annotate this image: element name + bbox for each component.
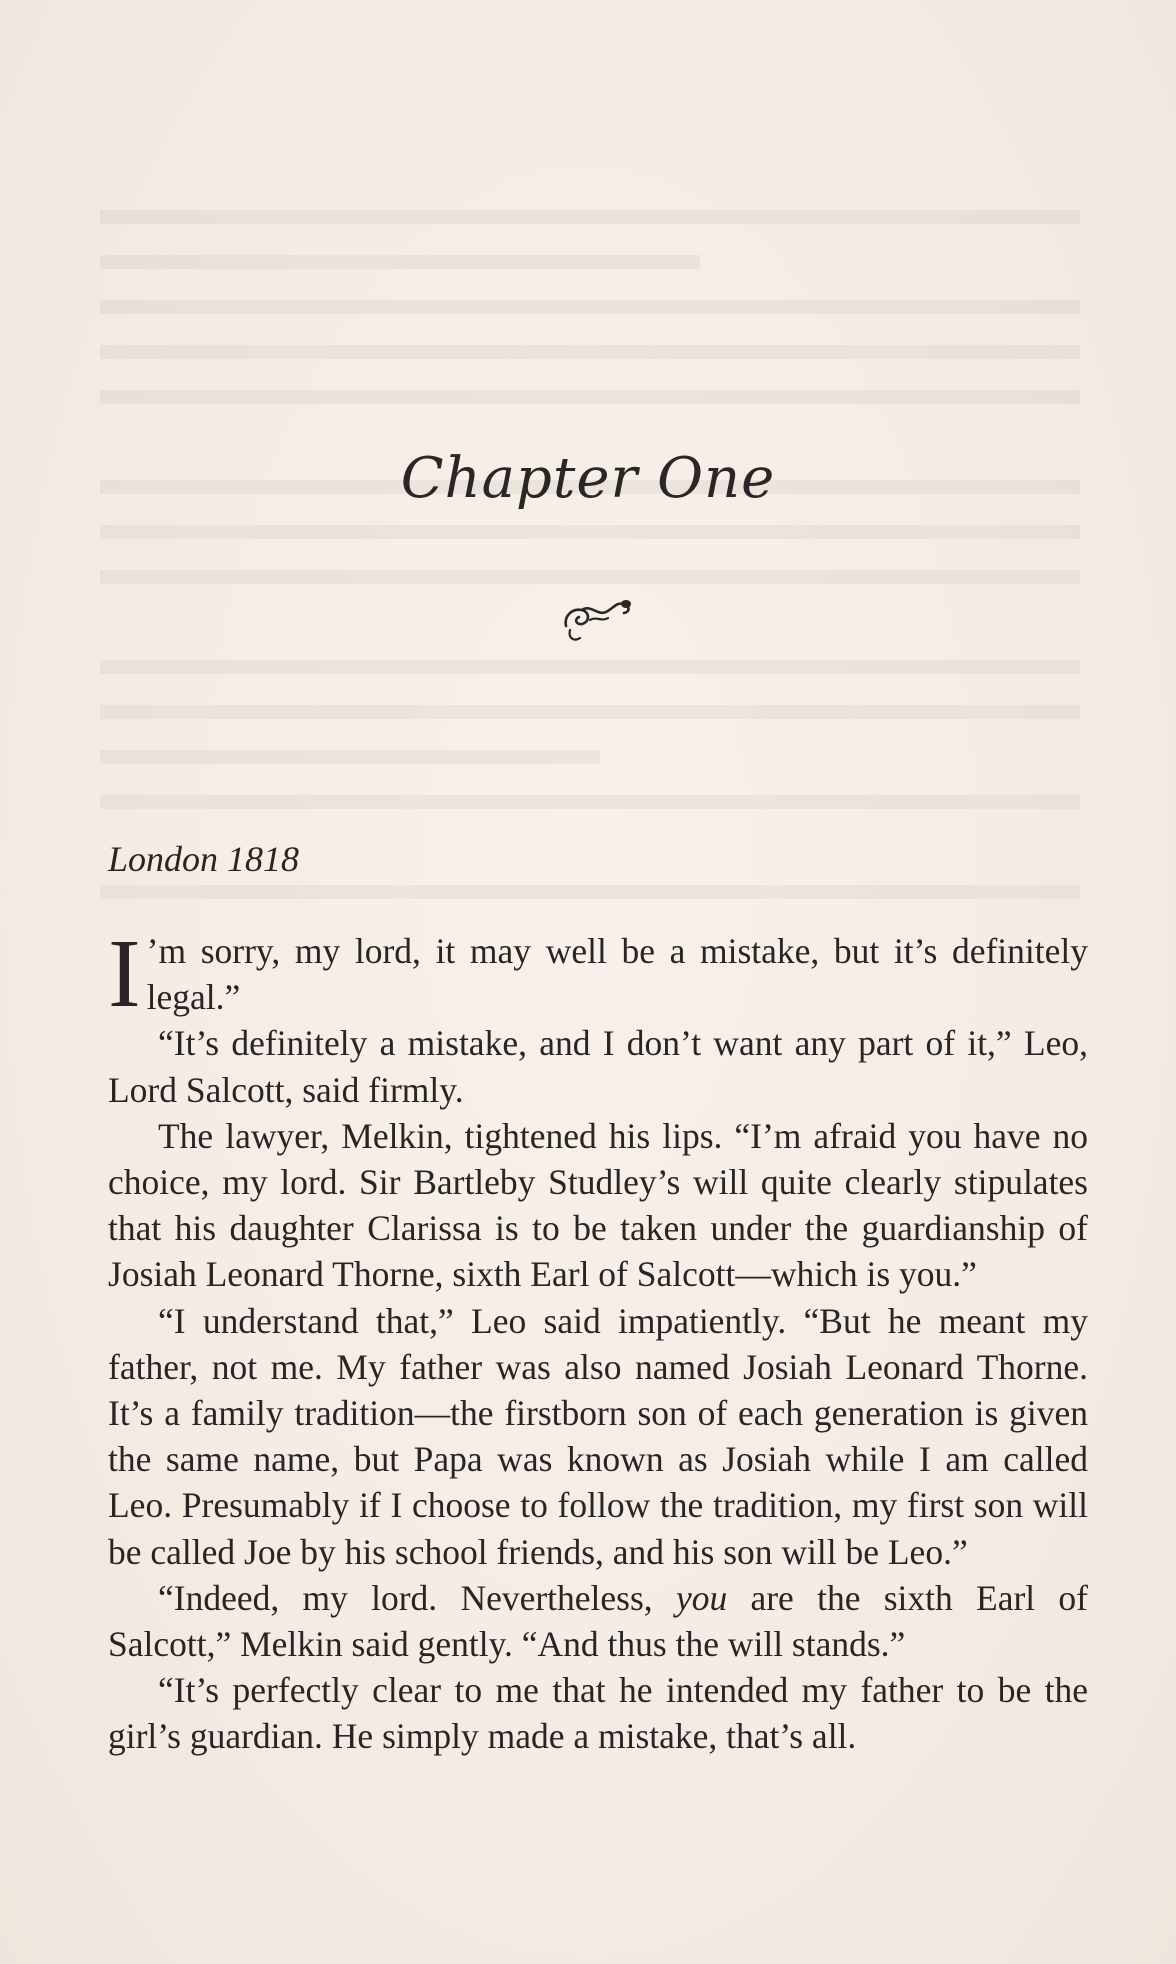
- paragraph-text: “Indeed, my lord. Nevertheless,: [158, 1577, 676, 1618]
- paragraph: “I understand that,” Leo said impatiently. “But he meant my father, not me. My father was also named Josiah Leonard Thorne. It’s a family tradition—the firstborn son of each generation is given the same name, but Papa was known as Josiah while I am called Leo. Presumably if I choose to follow the tradition, my first son will be called Joe by his school friends, and his son will be Leo.”: [108, 1300, 1088, 1572]
- paragraph: “It’s definitely a mistake, and I don’t want any part of it,” Leo, Lord Salcott, said firmly.: [108, 1023, 1088, 1110]
- chapter-title: Chapter One: [400, 446, 776, 511]
- paragraph: [108, 920, 1088, 1028]
- emphasis-word: you: [675, 1577, 728, 1618]
- chapter-body: [108, 920, 1088, 1760]
- drop-cap: I: [108, 920, 141, 1028]
- floral-fleuron-icon: [560, 586, 640, 646]
- location-heading: London 1818: [108, 839, 300, 879]
- paragraph: [108, 1575, 1088, 1667]
- paragraph-text: ’m sorry, my lord, it may well be a mistake, but it’s definitely legal.”: [146, 931, 1088, 1018]
- paragraph: The lawyer, Melkin, tightened his lips. “I’m afraid you have no choice, my lord. Sir Bartleby Studley’s will quite clearly stipulates that his daughter Clarissa is to be taken under the guardianship of Josiah Leonard Thorne, sixth Earl of Salcott—which is you.”: [108, 1115, 1088, 1295]
- paragraph: “It’s perfectly clear to me that he intended my father to be the girl’s guardian. He simply made a mistake, that’s all.: [108, 1670, 1088, 1757]
- paragraph-text: are the sixth Earl of Salcott,” Melkin said gently. “And thus the will stands.”: [108, 1577, 1088, 1665]
